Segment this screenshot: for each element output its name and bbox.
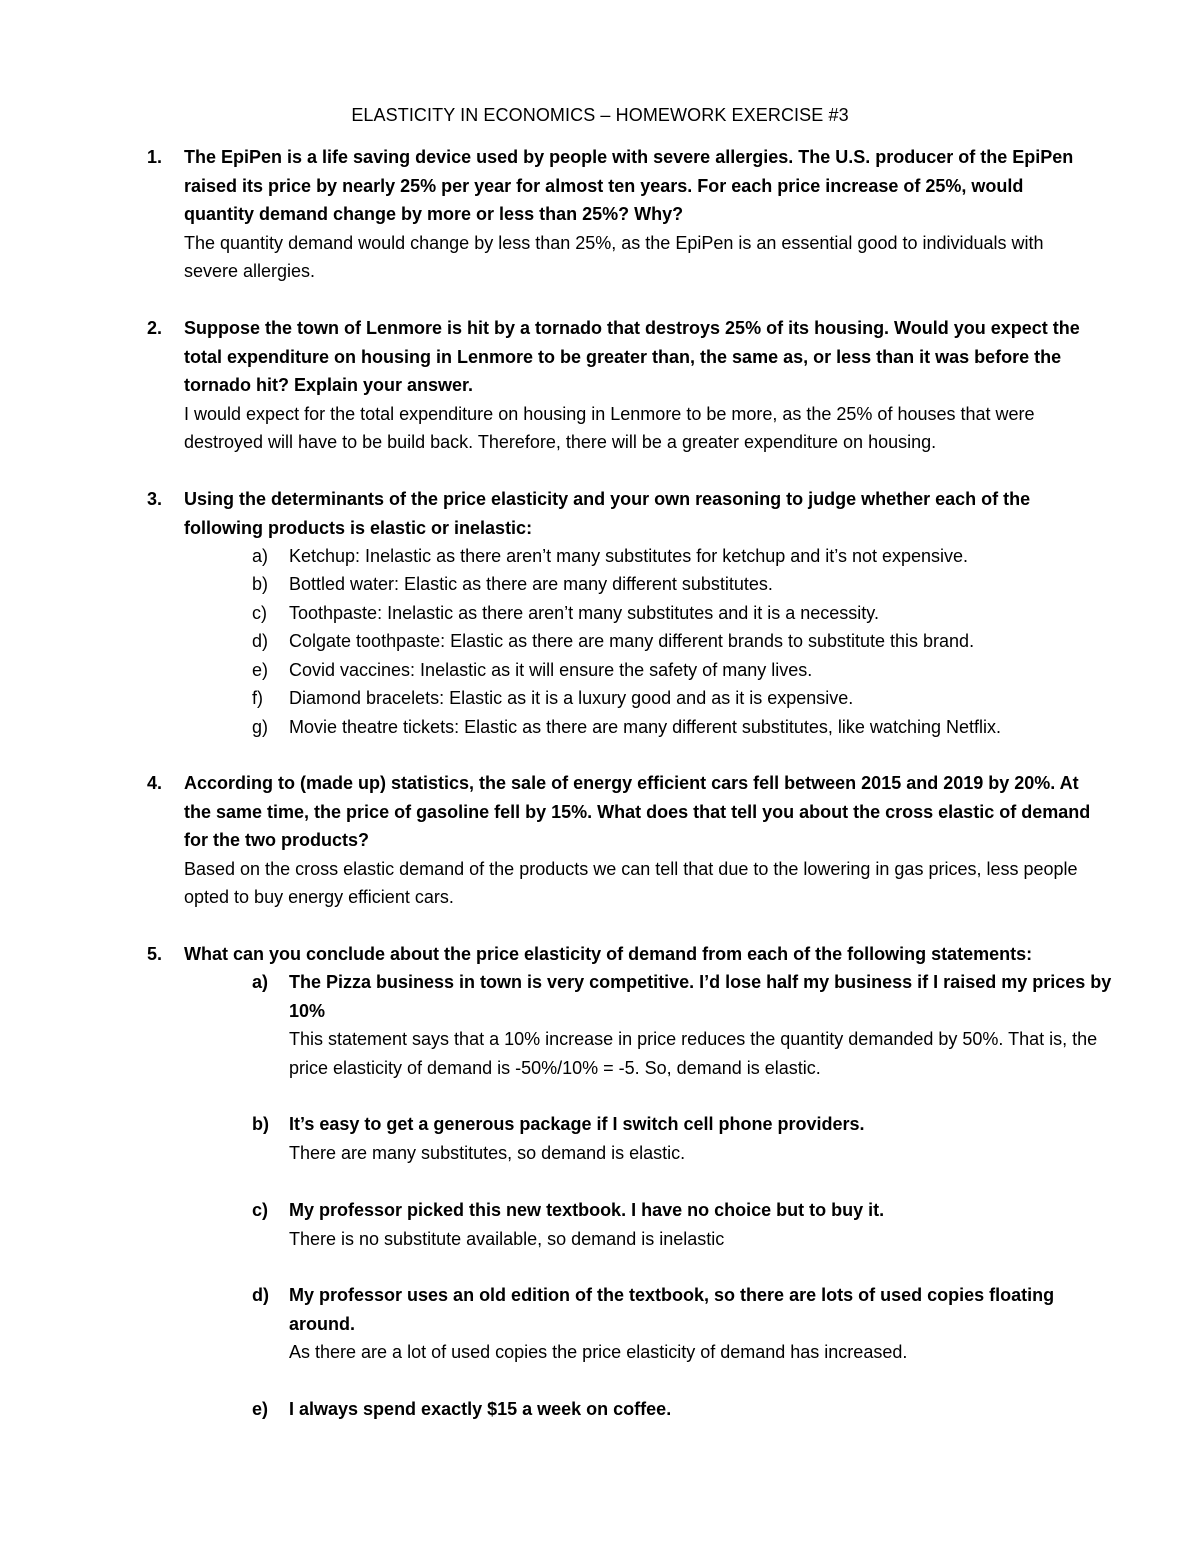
statement-text: My professor uses an old edition of the textbook, so there are lots of used copies floating around.	[289, 1285, 1055, 1334]
question-number: 1.	[147, 147, 163, 167]
question-5	[147, 940, 1097, 969]
list-item-3a	[252, 542, 1112, 571]
item-letter: e)	[252, 660, 269, 680]
item-letter: e)	[252, 1399, 269, 1419]
list-item-3e	[252, 656, 1112, 685]
question-text: Using the determinants of the price elasticity and your own reasoning to judge whether each of the following products is elastic or inelastic:	[184, 489, 1031, 538]
item-letter: a)	[252, 972, 269, 992]
statement-text: My professor picked this new textbook. I have no choice but to buy it.	[289, 1200, 885, 1220]
question-text: According to (made up) statistics, the sale of energy efficient cars fell between 2015 and 2019 by 20%. At the same time, the price of gasoline fell by 15%. What does that tell you about the cross elastic of demand for the two products?	[184, 773, 1091, 850]
answer-text: Based on the cross elastic demand of the products we can tell that due to the lowering in gas prices, less people opted to buy energy efficient cars.	[184, 858, 1078, 907]
item-letter: g)	[252, 717, 269, 737]
list-item-5d	[252, 1281, 1112, 1367]
question-4	[147, 769, 1097, 912]
question-2	[147, 314, 1097, 457]
item-letter: b)	[252, 574, 269, 594]
question-number: 3.	[147, 489, 163, 509]
item-text: Diamond bracelets: Elastic as it is a luxury good and as it is expensive.	[289, 688, 854, 708]
list-item-3g	[252, 713, 1112, 742]
page-title: ELASTICITY IN ECONOMICS – HOMEWORK EXERCISE #3	[351, 105, 849, 125]
statement-text: The Pizza business in town is very competitive. I’d lose half my business if I raised my prices by 10%	[289, 972, 1112, 1021]
item-letter: c)	[252, 1200, 269, 1220]
answer-text: The quantity demand would change by less than 25%, as the EpiPen is an essential good to individuals with severe allergies.	[184, 232, 1044, 281]
item-letter: b)	[252, 1114, 269, 1134]
question-1	[147, 143, 1097, 286]
answer-text: I would expect for the total expenditure on housing in Lenmore to be more, as the 25% of houses that were destroyed will have to be build back. Therefore, there will be a greater expenditure on housing.	[184, 403, 1035, 452]
item-text: Colgate toothpaste: Elastic as there are many different brands to substitute this brand.	[289, 631, 975, 651]
answer-text: There are many substitutes, so demand is elastic.	[289, 1142, 686, 1163]
question-3	[147, 485, 1097, 542]
item-letter: d)	[252, 1285, 269, 1305]
list-item-5e	[252, 1395, 1112, 1424]
question-number: 2.	[147, 318, 163, 338]
list-item-5b	[252, 1110, 1112, 1167]
question-text: Suppose the town of Lenmore is hit by a tornado that destroys 25% of its housing. Would you expect the total expenditure on housing in Lenmore to be greater than, the same as, or less than it was before the tornado hit? Explain your answer.	[184, 318, 1080, 395]
item-letter: a)	[252, 546, 269, 566]
item-text: Movie theatre tickets: Elastic as there are many different substitutes, like watching Netflix.	[289, 717, 1001, 737]
list-item-3b	[252, 570, 1112, 599]
question-text: The EpiPen is a life saving device used by people with severe allergies. The U.S. producer of the EpiPen raised its price by nearly 25% per year for almost ten years. For each price increase of 25%, would quantity demand change by more or less than 25%? Why?	[184, 147, 1074, 224]
list-item-3c	[252, 599, 1112, 628]
item-text: Ketchup: Inelastic as there aren’t many substitutes for ketchup and it’s not expensive.	[289, 546, 969, 566]
item-text: Toothpaste: Inelastic as there aren’t many substitutes and it is a necessity.	[289, 603, 879, 623]
statement-text: It’s easy to get a generous package if I switch cell phone providers.	[289, 1114, 865, 1134]
item-text: Bottled water: Elastic as there are many different substitutes.	[289, 574, 773, 594]
list-item-3d	[252, 627, 1112, 656]
question-number: 5.	[147, 944, 163, 964]
item-text: Covid vaccines: Inelastic as it will ensure the safety of many lives.	[289, 660, 813, 680]
answer-text: As there are a lot of used copies the price elasticity of demand has increased.	[289, 1342, 908, 1362]
list-item-5c	[252, 1196, 1112, 1253]
question-text: What can you conclude about the price elasticity of demand from each of the following statements:	[184, 944, 1033, 964]
item-letter: d)	[252, 631, 269, 651]
answer-text: There is no substitute available, so demand is inelastic	[289, 1228, 725, 1249]
list-item-3f	[252, 684, 1112, 713]
question-number: 4.	[147, 773, 163, 793]
item-letter: f)	[252, 688, 263, 708]
list-item-5a	[252, 968, 1112, 1082]
statement-text: I always spend exactly $15 a week on coffee.	[289, 1399, 672, 1419]
answer-text: This statement says that a 10% increase in price reduces the quantity demanded by 50%. That is, the price elasticity of demand is -50%/10% = -5. So, demand is elastic.	[289, 1029, 1098, 1078]
item-letter: c)	[252, 603, 267, 623]
